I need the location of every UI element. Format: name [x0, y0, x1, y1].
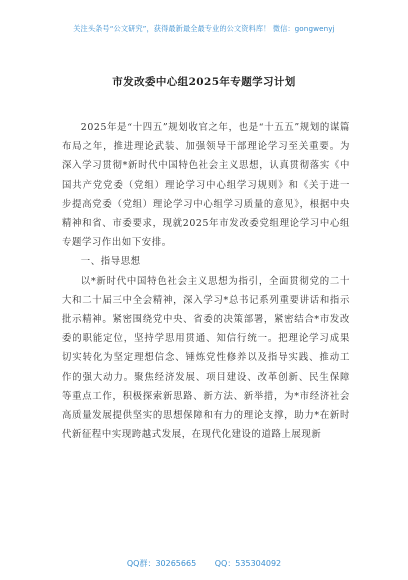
document-title: 市发改委中心组2025年专题学习计划: [112, 76, 296, 88]
header-banner: 关注头条号“公文研究”，获得最新最全最专业的公文资料库！ 微信：gongwenyj: [73, 24, 335, 33]
guiding-thought-paragraph: 以*新时代中国特色社会主义思想为指引，全面贯彻党的二十大和二十届三中全会精神，深入学习*总书记系列重要讲话和指示批示精神。紧密围绕党中央、省委的决策部署，紧密结合*市发改委的职能定位，坚持学思用贯通、知信行统一。把理论学习成果切实转化为坚定理想信念、锤炼党性修养以及指导实践、推动工作的强大动力。聚焦经济发展、项目建设、改革创新、民生保障等重点工作，积极探索新思路、新方法、新举措，为*市经济社会高质量发展提供坚实的思想保障和有力的理论支撑，助力*在新时代新征程中实现跨越式发展，在现代化建设的道路上展现新: [62, 275, 350, 441]
footer-qq-number: QQ：535304092: [214, 559, 282, 568]
document-body: [62, 118, 350, 444]
intro-paragraph: 2025年是“十四五”规划收官之年，也是“十五五”规划的谋篇布局之年，推进理论武装、加强领导干部理论学习至关重要。为深入学习贯彻*新时代中国特色社会主义思想，认真贯彻落实《中国共产党党委（党组）理论学习中心组学习规则》和《关于进一步提高党委（党组）理论学习中心组学习质量的意见》，根据中央精神和省、市委要求，现就2025年市发改委党组理论学习中心组专题学习作出如下安排。: [62, 122, 350, 249]
footer-contact: [0, 558, 408, 569]
section-heading-guiding-thought: 一、指导思想: [80, 256, 141, 268]
footer-qq-group: QQ群：30265665: [126, 559, 197, 568]
